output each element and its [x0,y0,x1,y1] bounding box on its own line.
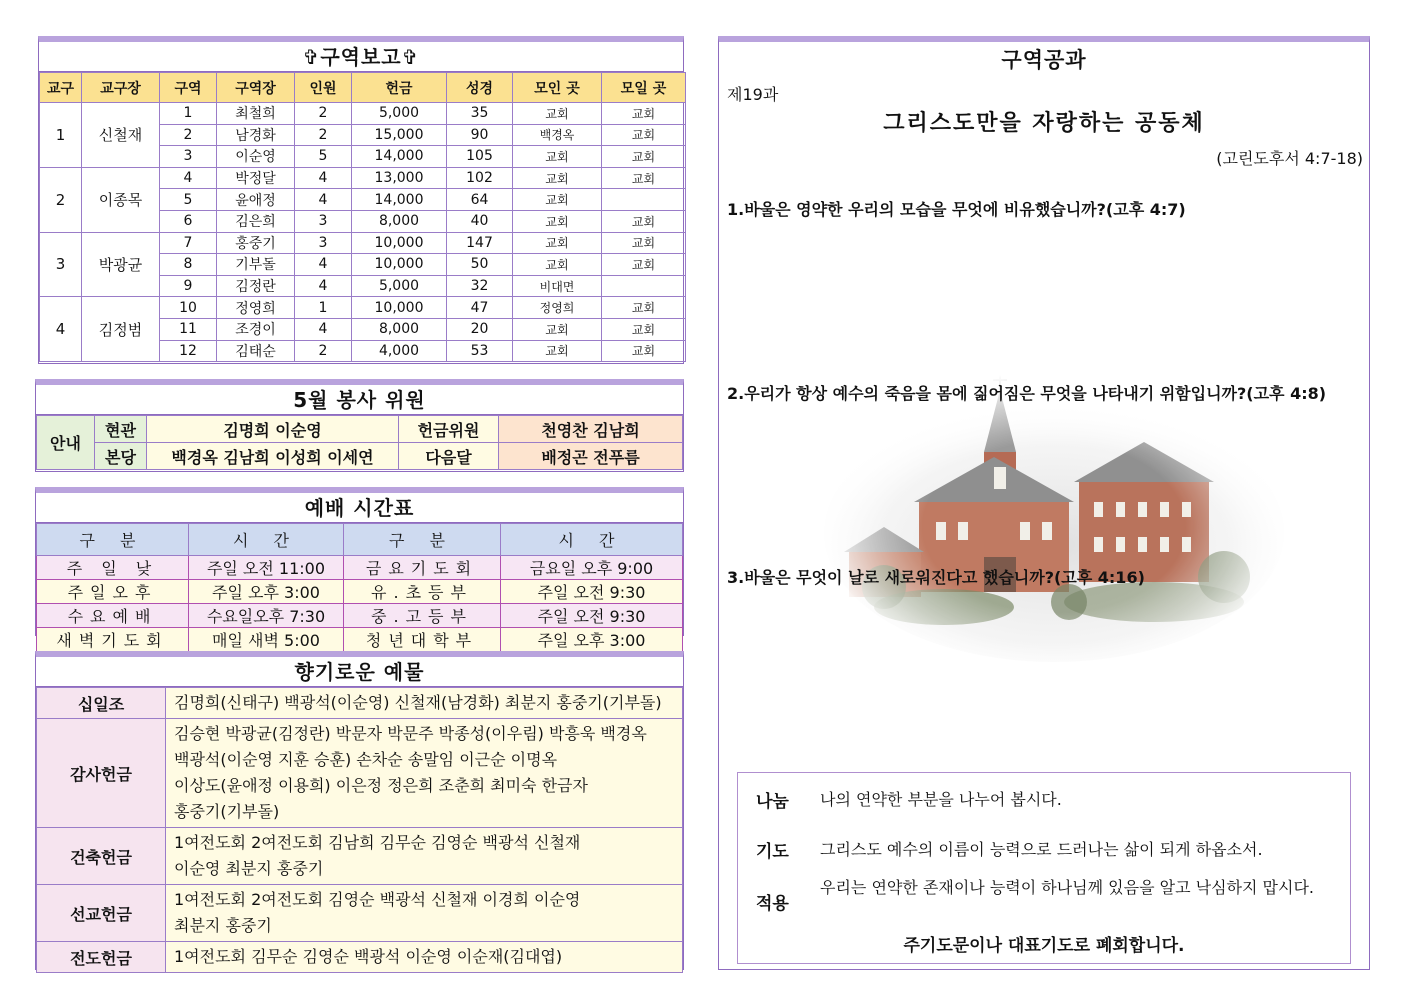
offerings-body [37,688,683,973]
offering-givers [166,885,683,942]
district-leader: 기부돌 [217,254,295,276]
prayer-text: 그리스도 예수의 이름이 능력으로 드러나는 삶이 되게 하옵소서. [820,840,1263,859]
district-number: 12 [160,340,217,362]
district-number: 3 [160,146,217,168]
report-body [40,103,686,362]
offering-givers-line: 1여전도회 김무순 김영순 백광석 이순영 이순재(김대엽) [174,947,563,966]
district-leader: 김은희 [217,210,295,232]
share-text: 나의 연약한 부분을 나누어 봅시다. [820,790,1062,809]
worship-schedule-title: 예배 시간표 [36,493,683,523]
met-place: 교회 [513,189,602,211]
bible-count: 35 [447,103,513,125]
service-name: 수요예배 [37,604,189,628]
meet-place: 교회 [602,340,686,362]
meet-place: 교회 [602,232,686,254]
service-time: 주일 오전 9:30 [501,604,683,628]
parish-number: 1 [40,103,82,168]
offering-givers-line: 1여전도회 2여전도회 김남희 김무순 김영순 백광석 신철재 [174,833,581,852]
offering-givers-line: 이상도(윤애정 이용희) 이은정 정은희 조춘희 최미숙 한금자 [174,776,588,795]
lesson-panel [718,36,1370,970]
question-1: 1.바울은 영약한 우리의 모습을 무엇에 비유했습니까?(고후 4:7) [727,200,1186,219]
member-count: 4 [295,167,352,189]
lesson-number: 제19과 [727,85,779,104]
service-name: 중.고등부 [344,604,501,628]
report-row [40,232,686,254]
offering-givers-line: 이순영 최분지 홍중기 [174,859,324,878]
col-meet-place: 모일 곳 [602,73,686,103]
district-number: 5 [160,189,217,211]
offering-row [37,885,683,942]
member-count: 5 [295,146,352,168]
worship-row [37,604,683,628]
volunteer-names: 김명희 이순영 [147,416,399,443]
member-count: 4 [295,189,352,211]
report-header-row [40,73,686,103]
met-place: 교회 [513,167,602,189]
volunteers-table [36,415,683,470]
service-time: 주일 오전 9:30 [501,580,683,604]
district-leader: 김정란 [217,275,295,297]
parish-number: 2 [40,167,82,232]
district-number: 11 [160,318,217,340]
report-row [40,103,686,125]
member-count: 2 [295,340,352,362]
offering-type: 선교헌금 [37,885,166,942]
col-count: 인원 [295,73,352,103]
district-leader: 김태순 [217,340,295,362]
closing-text: 주기도문이나 대표기도로 폐회합니다. [903,936,1185,956]
offering-amount: 10,000 [352,232,447,254]
offering-amount: 14,000 [352,189,447,211]
met-place: 교회 [513,318,602,340]
role-names: 배정곤 전푸름 [499,443,683,470]
service-name: 새벽기도회 [37,628,189,652]
offering-amount: 10,000 [352,297,447,319]
apply-label: 적용 [756,894,789,914]
service-time: 주일 오후 3:00 [501,628,683,652]
parish-leader: 박광균 [82,232,160,297]
apply-text: 우리는 연약한 존재이나 능력이 하나님께 있음을 알고 낙심하지 맙시다. [820,878,1314,897]
offering-givers-line: 김승현 박광균(김정란) 박문자 박문주 박종성(이우림) 박흥욱 백경옥 [174,724,647,743]
prayer-label: 기도 [756,842,789,862]
meet-place [602,275,686,297]
meet-place: 교회 [602,318,686,340]
offering-amount: 13,000 [352,167,447,189]
col-time: 시 간 [189,524,344,556]
offering-givers [166,688,683,719]
district-number: 1 [160,103,217,125]
member-count: 1 [295,297,352,319]
worship-header-row [37,524,683,556]
bible-count: 53 [447,340,513,362]
bible-count: 147 [447,232,513,254]
volunteer-names: 백경옥 김남희 이성희 이세연 [147,443,399,470]
offering-amount: 8,000 [352,210,447,232]
parish-number: 3 [40,232,82,297]
district-leader: 이순영 [217,146,295,168]
met-place: 백경옥 [513,124,602,146]
bible-count: 47 [447,297,513,319]
district-report-table [39,72,686,362]
district-report-title: ✞구역보고✞ [39,42,683,72]
offering-givers-line: 최분지 홍중기 [174,916,272,935]
member-count: 2 [295,103,352,125]
col-time: 시 간 [501,524,683,556]
district-leader: 정영희 [217,297,295,319]
volunteers-row [37,443,683,470]
met-place: 교회 [513,254,602,276]
offering-row [37,828,683,885]
district-number: 7 [160,232,217,254]
col-district-leader: 구역장 [217,73,295,103]
met-place: 정영희 [513,297,602,319]
worship-schedule-panel [35,487,684,650]
role-names: 천영찬 김남희 [499,416,683,443]
met-place: 교회 [513,232,602,254]
bible-count: 64 [447,189,513,211]
worship-row [37,556,683,580]
question-2: 2.우리가 항상 예수의 죽음을 몸에 짊어짐은 무엇을 나타내기 위함입니까?(고후 4:8) [727,384,1327,403]
bible-count: 105 [447,146,513,168]
district-leader: 최철희 [217,103,295,125]
member-count: 4 [295,275,352,297]
met-place: 교회 [513,210,602,232]
offering-givers [166,942,683,973]
district-number: 4 [160,167,217,189]
service-time: 매일 새벽 5:00 [189,628,344,652]
lesson-title: 그리스도만을 자랑하는 공동체 [883,111,1205,136]
col-met-place: 모인 곳 [513,73,602,103]
lesson-header: 구역공과 [1001,48,1087,72]
member-count: 4 [295,318,352,340]
district-leader: 윤애정 [217,189,295,211]
offering-amount: 8,000 [352,318,447,340]
volunteers-row [37,416,683,443]
parish-leader: 신철재 [82,103,160,168]
offering-type: 전도헌금 [37,942,166,973]
offering-row [37,942,683,973]
guide-label: 안내 [37,416,95,470]
offering-givers-line: 백광석(이순영 지훈 승훈) 손차순 송말임 이근순 이명옥 [174,750,558,769]
offering-givers [166,828,683,885]
bible-count: 40 [447,210,513,232]
place-label: 현관 [95,416,147,443]
offering-amount: 10,000 [352,254,447,276]
member-count: 2 [295,124,352,146]
offering-amount: 5,000 [352,275,447,297]
offering-amount: 15,000 [352,124,447,146]
worship-row [37,628,683,652]
member-count: 3 [295,232,352,254]
role-label: 다음달 [399,443,499,470]
meet-place: 교회 [602,103,686,125]
service-name: 주 일 낮 [37,556,189,580]
bible-count: 32 [447,275,513,297]
place-label: 본당 [95,443,147,470]
offering-amount: 4,000 [352,340,447,362]
parish-leader: 김정범 [82,297,160,362]
met-place: 비대면 [513,275,602,297]
service-name: 청년대학부 [344,628,501,652]
district-number: 8 [160,254,217,276]
bible-count: 102 [447,167,513,189]
question-3: 3.바울은 무엇이 날로 새로워진다고 했습니까?(고후 4:16) [727,568,1145,587]
offerings-panel [35,651,684,970]
district-leader: 남경화 [217,124,295,146]
offering-givers-line: 1여전도회 2여전도회 김영순 백광석 신철재 이경희 이순영 [174,890,581,909]
offering-givers-line: 홍중기(기부돌) [174,802,280,821]
service-name: 금요기도회 [344,556,501,580]
service-time: 주일 오전 11:00 [189,556,344,580]
offerings-table [36,687,683,973]
meet-place: 교회 [602,254,686,276]
service-name: 유.초등부 [344,580,501,604]
church-illustration [824,362,1284,662]
col-category: 구 분 [37,524,189,556]
district-number: 6 [160,210,217,232]
bible-count: 50 [447,254,513,276]
share-label: 나눔 [756,792,789,812]
offering-amount: 5,000 [352,103,447,125]
service-time: 금요일 오후 9:00 [501,556,683,580]
role-label: 헌금위원 [399,416,499,443]
col-district: 구역 [160,73,217,103]
meet-place: 교회 [602,146,686,168]
district-number: 2 [160,124,217,146]
meet-place: 교회 [602,167,686,189]
member-count: 3 [295,210,352,232]
offerings-title: 향기로운 예물 [36,657,683,687]
district-leader: 조경이 [217,318,295,340]
volunteers-panel [35,379,684,472]
report-row [40,167,686,189]
service-name: 주일오후 [37,580,189,604]
district-leader: 박정달 [217,167,295,189]
meet-place: 교회 [602,210,686,232]
met-place: 교회 [513,340,602,362]
application-box [737,772,1351,964]
service-time: 주일 오후 3:00 [189,580,344,604]
offering-row [37,719,683,828]
col-category: 구 분 [344,524,501,556]
met-place: 교회 [513,103,602,125]
met-place: 교회 [513,146,602,168]
bible-count: 20 [447,318,513,340]
member-count: 4 [295,254,352,276]
offering-givers [166,719,683,828]
district-number: 10 [160,297,217,319]
col-offering: 헌금 [352,73,447,103]
volunteers-title: 5월 봉사 위원 [36,385,683,415]
worship-schedule-table [36,523,683,652]
lesson-reference: (고린도후서 4:7-18) [1216,149,1363,168]
col-bible: 성경 [447,73,513,103]
meet-place [602,189,686,211]
parish-number: 4 [40,297,82,362]
bible-count: 90 [447,124,513,146]
district-number: 9 [160,275,217,297]
district-leader: 홍중기 [217,232,295,254]
parish-leader: 이종목 [82,167,160,232]
offering-type: 감사헌금 [37,719,166,828]
offering-amount: 14,000 [352,146,447,168]
col-parish-leader: 교구장 [82,73,160,103]
service-time: 수요일오후 7:30 [189,604,344,628]
offering-row [37,688,683,719]
district-report-panel [38,36,684,364]
worship-row [37,580,683,604]
offering-type: 십일조 [37,688,166,719]
meet-place: 교회 [602,297,686,319]
offering-type: 건축헌금 [37,828,166,885]
report-row [40,297,686,319]
offering-givers-line: 김명희(신태구) 백광석(이순영) 신철재(남경화) 최분지 홍중기(기부돌) [174,693,662,712]
meet-place: 교회 [602,124,686,146]
col-parish: 교구 [40,73,82,103]
